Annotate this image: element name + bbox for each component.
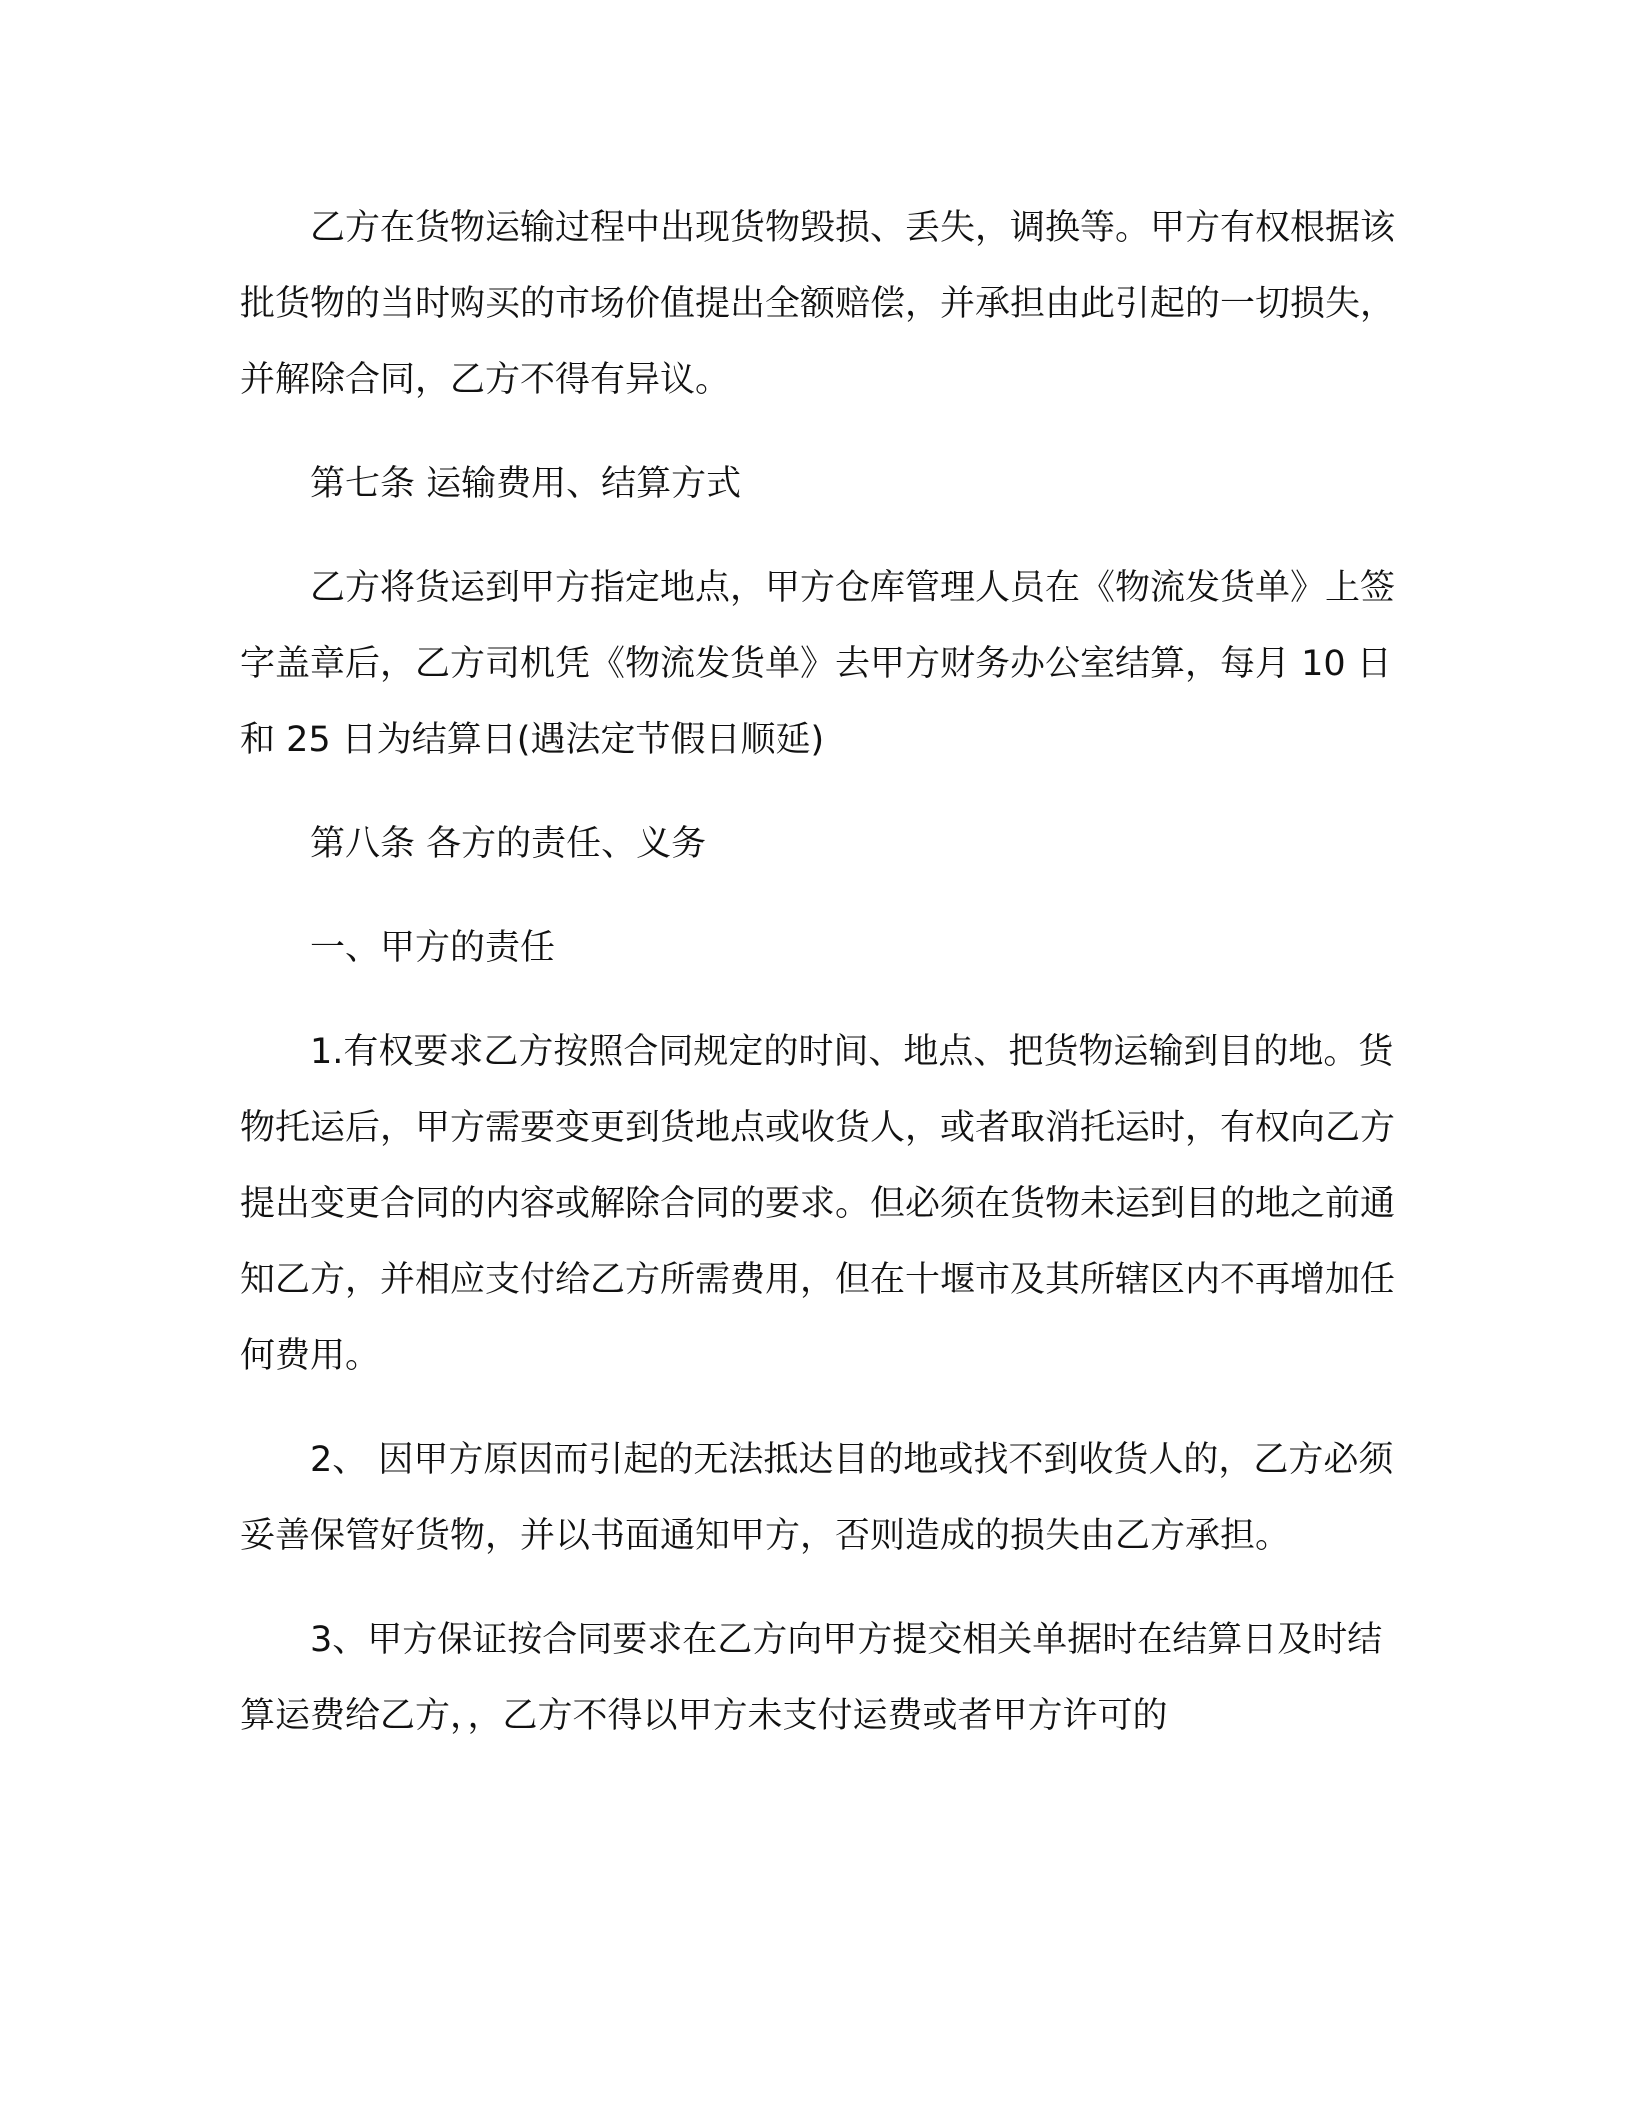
paragraph-clause-1: 1.有权要求乙方按照合同规定的时间、地点、把货物运输到目的地。货物托运后，甲方需要变更到货地点或收货人，或者取消托运时，有权向乙方提出变更合同的内容或解除合同的要求。但必须在货物未运到目的地之前通知乙方，并相应支付给乙方所需费用，但在十堰市及其所辖区内不再增加任何费用。 — [240, 1032, 1396, 1376]
heading-party-a-responsibility: 一、甲方的责任 — [310, 928, 556, 968]
heading-article-7: 第七条 运输费用、结算方式 — [310, 464, 742, 504]
paragraph-goods-damage-liability: 乙方在货物运输过程中出现货物毁损、丢失，调换等。甲方有权根据该批货物的当时购买的市场价值提出全额赔偿，并承担由此引起的一切损失，并解除合同，乙方不得有异议。 — [240, 208, 1396, 400]
paragraph-clause-2: 2、 因甲方原因而引起的无法抵达目的地或找不到收货人的，乙方必须妥善保管好货物，并以书面通知甲方，否则造成的损失由乙方承担。 — [240, 1440, 1394, 1556]
heading-article-8: 第八条 各方的责任、义务 — [310, 824, 707, 864]
paragraph-settlement-method: 乙方将货运到甲方指定地点，甲方仓库管理人员在《物流发货单》上签字盖章后，乙方司机凭《物流发货单》去甲方财务办公室结算，每月 10 日和 25 日为结算日(遇法定节假日顺延) — [240, 568, 1396, 760]
document-body — [240, 190, 1400, 1754]
paragraph-clause-3: 3、甲方保证按合同要求在乙方向甲方提交相关单据时在结算日及时结算运费给乙方，，乙方不得以甲方未支付运费或者甲方许可的 — [240, 1620, 1383, 1736]
